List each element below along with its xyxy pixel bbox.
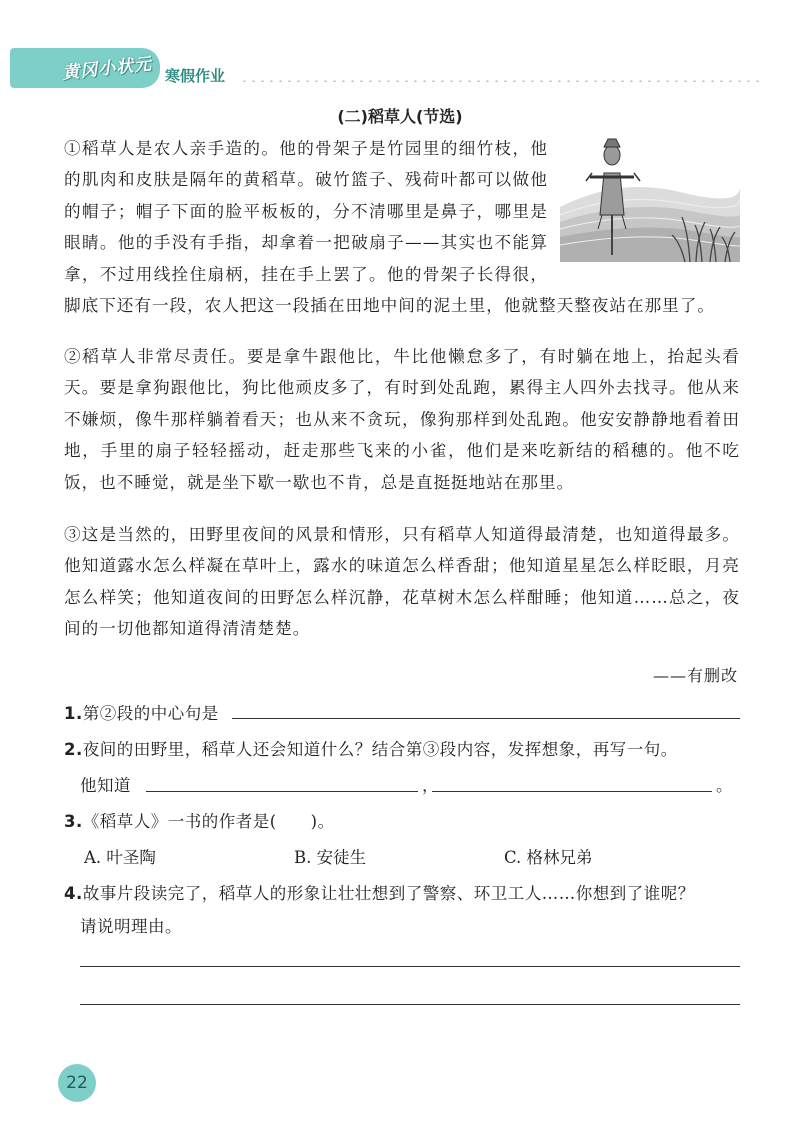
source-note: ——有删改: [652, 666, 738, 685]
question-1-text: 第②段的中心句是: [82, 704, 219, 723]
section-title: (二)稻草人(节选): [337, 107, 463, 126]
question-2-answer-line-2[interactable]: [432, 791, 712, 792]
question-4-text-continued: 请说明理由。: [80, 917, 182, 936]
question-1: [64, 700, 219, 724]
question-4-answer-line-1[interactable]: [80, 966, 740, 967]
question-2-comma: ，: [422, 776, 439, 795]
question-1-answer-line[interactable]: [232, 718, 740, 719]
question-2-text: 夜间的田野里，稻草人还会知道什么？结合第③段内容，发挥想象，再写一句。: [82, 740, 678, 759]
question-3-option-a[interactable]: A. 叶圣陶: [84, 848, 156, 867]
header-title: 寒假作业: [165, 67, 226, 85]
scarecrow-illustration: [560, 137, 740, 262]
header-divider: [240, 80, 760, 82]
question-3-text: 《稻草人》一书的作者是( )。: [82, 812, 335, 831]
question-4-number: 4.: [64, 884, 83, 903]
question-4: [64, 880, 695, 904]
question-2-answer-line-1[interactable]: [146, 791, 418, 792]
page-number: 22: [58, 1064, 96, 1102]
question-4-text: 故事片段读完了，稻草人的形象让壮壮想到了警察、环卫工人……你想到了谁呢？: [82, 884, 695, 903]
question-2-lead: 他知道: [80, 776, 131, 795]
paragraph-1-text: ①稻草人是农人亲手造的。他的骨架子是竹园里的细竹枝，他的肌肉和皮肤是隔年的黄稻草。破竹篮子、残荷叶都可以做他的帽子；帽子下面的脸平板板的，分不清哪里是鼻子，哪里是眼睛。他的手没有手指，却拿着一把破扇子——其实也不能算拿，不过用线拴住扇柄，挂在手上罢了。他的骨架子长得很，脚底下还有一段，农人把这一段插在田地中间的泥土里，他就整天整夜站在那里了。: [64, 139, 715, 316]
question-3: [64, 808, 335, 832]
passage-paragraph-1: [64, 133, 740, 321]
question-2-number: 2.: [64, 740, 83, 759]
question-3-option-b[interactable]: B. 安徒生: [294, 848, 367, 867]
question-2-end: 。: [716, 776, 733, 795]
passage-paragraph-3: ③这是当然的，田野里夜间的风景和情形，只有稻草人知道得最清楚，也知道得最多。他知道露水怎么样凝在草叶上，露水的味道怎么样香甜；他知道星星怎么样眨眼，月亮怎么样笑；他知道夜间的田野怎么样沉静，花草树木怎么样酣睡；他知道……总之，夜间的一切他都知道得清清楚楚。: [64, 525, 740, 639]
brand-logo: 黄冈小状元: [61, 54, 154, 84]
question-3-option-c[interactable]: C. 格林兄弟: [504, 848, 593, 867]
question-2: [64, 736, 678, 760]
question-4-answer-line-2[interactable]: [80, 1004, 740, 1005]
passage-paragraph-2: ②稻草人非常尽责任。要是拿牛跟他比，牛比他懒怠多了，有时躺在地上，抬起头看天。要是拿狗跟他比，狗比他顽皮多了，有时到处乱跑，累得主人四外去找寻。他从来不嫌烦，像牛那样躺着看天；也从来不贪玩，像狗那样到处乱跑。他安安静静地看着田地，手里的扇子轻轻摇动，赶走那些飞来的小雀，他们是来吃新结的稻穗的。他不吃饭，也不睡觉，就是坐下歇一歇也不肯，总是直挺挺地站在那里。: [64, 347, 740, 492]
question-1-number: 1.: [64, 704, 83, 723]
question-3-number: 3.: [64, 812, 83, 831]
